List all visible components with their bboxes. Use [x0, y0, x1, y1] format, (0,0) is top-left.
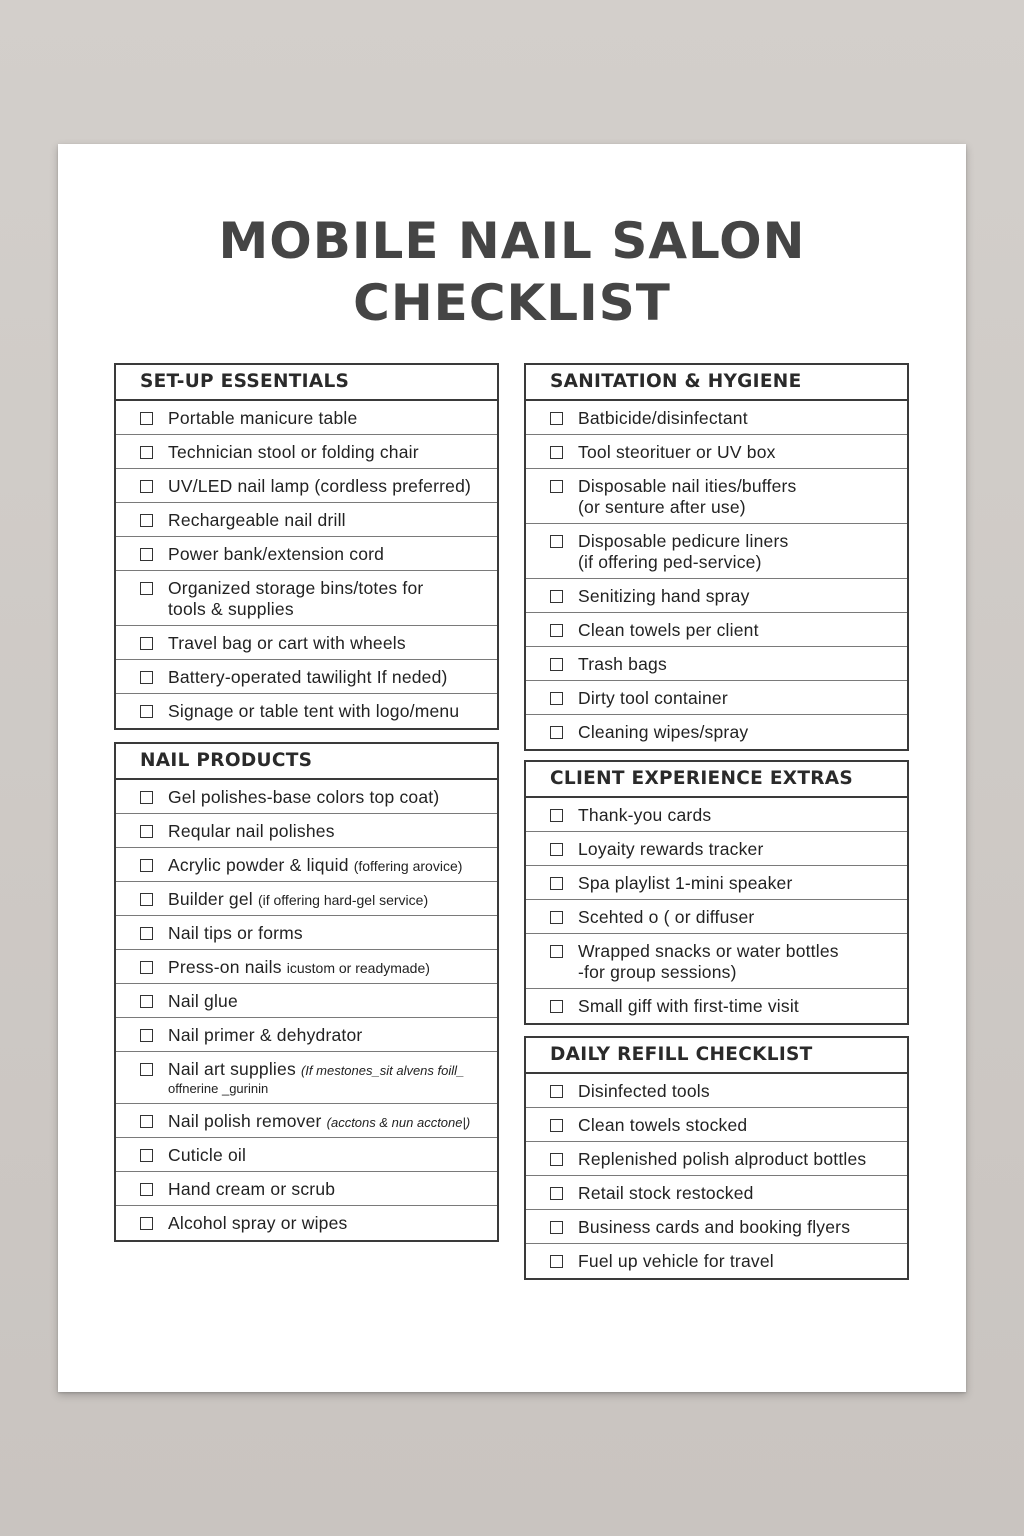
checklist-item-label [578, 408, 748, 429]
checklist-item[interactable] [526, 989, 907, 1023]
checklist-item-label [168, 787, 439, 808]
checklist-item-label [578, 839, 764, 860]
item-text: Dirty tool container [578, 688, 728, 708]
checklist-item-label [578, 722, 748, 743]
checkbox[interactable] [140, 637, 153, 650]
section-client-experience [524, 760, 909, 1025]
item-text: Nail primer & dehydrator [168, 1025, 363, 1045]
checklist-item[interactable] [116, 571, 497, 626]
item-subtext: offnerine _gurinin [168, 1081, 269, 1096]
checklist-item[interactable] [116, 1138, 497, 1172]
checklist-item-label [168, 889, 428, 911]
item-text: Signage or table tent with logo/menu [168, 701, 460, 721]
checkbox[interactable] [140, 480, 153, 493]
checklist-item-label [168, 701, 459, 722]
checklist-item[interactable] [116, 435, 497, 469]
item-note: (foffering arovice) [353, 858, 463, 874]
checkbox[interactable] [550, 945, 563, 958]
item-text: Trash bags [578, 654, 667, 674]
checklist-item[interactable] [116, 814, 497, 848]
item-note: (acctons & nun acctone|) [326, 1115, 471, 1130]
checklist-item-label [168, 667, 448, 688]
checkbox[interactable] [140, 446, 153, 459]
checkbox[interactable] [140, 412, 153, 425]
checkbox[interactable] [140, 1063, 153, 1076]
checkbox[interactable] [550, 877, 563, 890]
checkbox[interactable] [140, 1115, 153, 1128]
checklist-item-label [168, 1111, 470, 1133]
item-text: Retail stock restocked [578, 1183, 754, 1203]
checklist-item[interactable] [116, 882, 497, 916]
section-setup-essentials [114, 363, 499, 730]
item-text: Hand cream or scrub [168, 1179, 336, 1199]
checklist-item[interactable] [116, 503, 497, 537]
checkbox[interactable] [550, 412, 563, 425]
checkbox[interactable] [140, 893, 153, 906]
checklist-item-label [578, 620, 759, 641]
checklist-item-label [578, 1081, 710, 1102]
checklist-item[interactable] [116, 1018, 497, 1052]
checklist-item-label [578, 531, 788, 573]
section-heading: SANITATION & HYGIENE [526, 365, 907, 401]
checkbox[interactable] [140, 705, 153, 718]
checklist-item[interactable] [526, 900, 907, 934]
checklist-item-label [578, 1115, 747, 1136]
item-text: Acrylic powder & liquid [168, 855, 349, 875]
item-text: Disposable nail ities/buffers [578, 476, 797, 496]
checklist-item-label [578, 996, 799, 1017]
checklist-item[interactable] [116, 1104, 497, 1138]
item-note: (if offering hard-gel service) [257, 892, 429, 908]
section-heading: DAILY REFILL CHECKLIST [526, 1038, 907, 1074]
checkbox[interactable] [550, 1085, 563, 1098]
checklist-item-label [168, 510, 346, 531]
section-nail-products [114, 742, 499, 1242]
checklist-item[interactable] [526, 469, 907, 524]
item-text: Tool steorituer or UV box [578, 442, 776, 462]
item-subtext: tools & supplies [168, 599, 294, 619]
checkbox[interactable] [550, 446, 563, 459]
checkbox[interactable] [140, 859, 153, 872]
checklist-item[interactable] [526, 1176, 907, 1210]
checklist-item-label [168, 1213, 347, 1234]
checklist-item[interactable] [526, 1074, 907, 1108]
item-text: Scehted o ( or diffuser [578, 907, 755, 927]
checklist-item[interactable] [526, 647, 907, 681]
checklist-item[interactable] [116, 401, 497, 435]
checklist-item-label [168, 578, 423, 620]
checkbox[interactable] [550, 692, 563, 705]
checklist-item-label [578, 476, 797, 518]
checkbox[interactable] [550, 1153, 563, 1166]
checklist-item[interactable] [526, 579, 907, 613]
checklist-item[interactable] [116, 1206, 497, 1240]
checklist-page [58, 144, 966, 1392]
checklist-item[interactable] [116, 950, 497, 984]
checklist-item[interactable] [116, 780, 497, 814]
checklist-item[interactable] [116, 660, 497, 694]
item-text: Replenished polish alproduct bottles [578, 1149, 867, 1169]
checklist-item-label [168, 1145, 246, 1166]
checkbox[interactable] [140, 927, 153, 940]
checklist-item[interactable] [526, 715, 907, 749]
checkbox[interactable] [550, 843, 563, 856]
checkbox[interactable] [140, 791, 153, 804]
item-text: Nail art supplies [168, 1059, 296, 1079]
item-text: Thank-you cards [578, 805, 712, 825]
section-daily-refill [524, 1036, 909, 1280]
item-text: Builder gel [168, 889, 253, 909]
item-text: Press-on nails [168, 957, 282, 977]
checkbox[interactable] [550, 726, 563, 739]
checkbox[interactable] [140, 1029, 153, 1042]
checklist-item-label [578, 442, 776, 463]
checkbox[interactable] [140, 1217, 153, 1230]
item-text: Battery-operated tawilight If neded) [168, 667, 448, 687]
checklist-item-label [578, 805, 711, 826]
item-text: Wrapped snacks or water bottles [578, 941, 839, 961]
checkbox[interactable] [140, 582, 153, 595]
checklist-item[interactable] [526, 1142, 907, 1176]
checklist-item-label [168, 821, 335, 842]
checklist-item[interactable] [526, 613, 907, 647]
checklist-item[interactable] [116, 537, 497, 571]
checkbox[interactable] [550, 535, 563, 548]
checkbox[interactable] [140, 671, 153, 684]
item-subtext: (if offering ped-service) [578, 552, 762, 572]
checklist-item-label [168, 1179, 335, 1200]
checklist-item-label [578, 873, 793, 894]
item-text: Cleaning wipes/spray [578, 722, 749, 742]
checkbox[interactable] [550, 658, 563, 671]
checklist-item[interactable] [526, 1210, 907, 1244]
checklist-item-label [578, 688, 728, 709]
item-text: Nail tips or forms [168, 923, 303, 943]
checklist-item-label [168, 408, 357, 429]
checklist-item[interactable] [116, 469, 497, 503]
item-text: Fuel up vehicle for travel [578, 1251, 774, 1271]
item-text: Loyaity rewards tracker [578, 839, 764, 859]
item-text: Power bank/extension cord [168, 544, 385, 564]
checklist-item-label [578, 941, 839, 983]
item-text: Nail polish remover [168, 1111, 322, 1131]
checkbox[interactable] [140, 514, 153, 527]
title-line-2: CHECKLIST [353, 274, 671, 332]
checkbox[interactable] [550, 1255, 563, 1268]
checkbox[interactable] [550, 911, 563, 924]
checklist-item[interactable] [526, 1108, 907, 1142]
section-heading: CLIENT EXPERIENCE EXTRAS [526, 762, 907, 798]
item-text: Clean towels per client [578, 620, 759, 640]
checkbox[interactable] [550, 624, 563, 637]
checklist-item-label [168, 442, 419, 463]
checklist-item-label [578, 654, 667, 675]
item-note: (If mestones_sit alvens foill_ [300, 1063, 465, 1078]
checklist-item[interactable] [526, 401, 907, 435]
checklist-item-label [578, 1217, 850, 1238]
item-text: Gel polishes-base colors top coat) [168, 787, 440, 807]
item-text: Clean towels stocked [578, 1115, 748, 1135]
checklist-item-label [168, 476, 471, 497]
item-text: Rechargeable nail drill [168, 510, 346, 530]
item-text: UV/LED nail lamp (cordless preferred) [168, 476, 472, 496]
checklist-item[interactable] [116, 984, 497, 1018]
item-text: Spa playlist 1-mini speaker [578, 873, 793, 893]
item-text: Small giff with first-time visit [578, 996, 799, 1016]
checkbox[interactable] [550, 590, 563, 603]
page-title [58, 210, 966, 334]
item-text: Disposable pedicure liners [578, 531, 789, 551]
section-heading: SET-UP ESSENTIALS [116, 365, 497, 401]
checklist-item[interactable] [116, 916, 497, 950]
checklist-item[interactable] [116, 848, 497, 882]
item-text: Portable manicure table [168, 408, 358, 428]
checklist-item[interactable] [526, 866, 907, 900]
checkbox[interactable] [140, 825, 153, 838]
checklist-item-label [168, 923, 303, 944]
checklist-item[interactable] [526, 934, 907, 989]
item-text: Travel bag or cart with wheels [168, 633, 406, 653]
checkbox[interactable] [550, 480, 563, 493]
checklist-item[interactable] [526, 435, 907, 469]
checklist-item[interactable] [526, 832, 907, 866]
checklist-item-label [168, 1059, 464, 1096]
checklist-item-label [578, 1149, 866, 1170]
checklist-item-label [578, 1183, 754, 1204]
checklist-item[interactable] [526, 1244, 907, 1278]
item-subtext: (or senture after use) [578, 497, 746, 517]
item-text: Cuticle oil [168, 1145, 247, 1165]
section-sanitation-hygiene [524, 363, 909, 751]
checkbox[interactable] [550, 1000, 563, 1013]
checklist-item-label [578, 1251, 774, 1272]
checkbox[interactable] [550, 1187, 563, 1200]
item-text: Batbicide/disinfectant [578, 408, 748, 428]
checklist-item[interactable] [116, 626, 497, 660]
section-heading: NAIL PRODUCTS [116, 744, 497, 780]
checklist-item[interactable] [116, 1052, 497, 1104]
checklist-item-label [578, 907, 754, 928]
checklist-item-label [578, 586, 750, 607]
checklist-item[interactable] [526, 798, 907, 832]
checkbox[interactable] [140, 548, 153, 561]
checkbox[interactable] [140, 995, 153, 1008]
checklist-item[interactable] [526, 681, 907, 715]
checkbox[interactable] [550, 809, 563, 822]
title-line-1: MOBILE NAIL SALON [218, 212, 806, 270]
item-text: Disinfected tools [578, 1081, 710, 1101]
checklist-item[interactable] [116, 1172, 497, 1206]
checkbox[interactable] [140, 1183, 153, 1196]
item-note: icustom or readymade) [286, 960, 430, 976]
checklist-item-label [168, 1025, 362, 1046]
checkbox[interactable] [140, 961, 153, 974]
item-text: Senitizing hand spray [578, 586, 750, 606]
checkbox[interactable] [550, 1221, 563, 1234]
checklist-item-label [168, 544, 384, 565]
item-text: Reqular nail polishes [168, 821, 335, 841]
checkbox[interactable] [550, 1119, 563, 1132]
item-subtext: -for group sessions) [578, 962, 737, 982]
checkbox[interactable] [140, 1149, 153, 1162]
checklist-item[interactable] [526, 524, 907, 579]
checklist-item[interactable] [116, 694, 497, 728]
item-text: Alcohol spray or wipes [168, 1213, 348, 1233]
checklist-item-label [168, 991, 238, 1012]
item-text: Technician stool or folding chair [168, 442, 419, 462]
checklist-item-label [168, 855, 462, 877]
item-text: Nail glue [168, 991, 238, 1011]
item-text: Business cards and booking flyers [578, 1217, 851, 1237]
checklist-item-label [168, 633, 406, 654]
item-text: Organized storage bins/totes for [168, 578, 424, 598]
checklist-item-label [168, 957, 430, 979]
